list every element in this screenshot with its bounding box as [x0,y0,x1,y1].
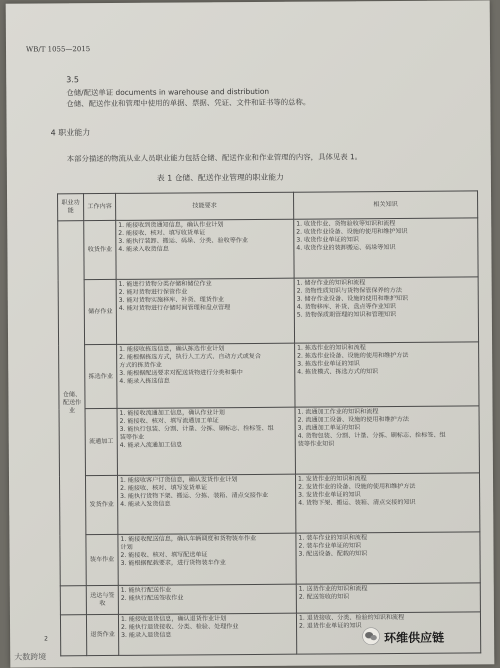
skills-cell [118,613,296,655]
term-definition-title: 仓储/配送单证 documents in warehouse and distribution [66,86,270,98]
skills-line: 4. 能录入拣选信息 [119,377,170,385]
knowledge-line: 3. 发货作业单证的知识 [298,491,361,499]
standard-number: WB/T 1055—2015 [25,45,91,54]
skills-line: 1. 能接收到货通知信息，确认作业计划 [118,221,224,229]
knowledge-cell [296,532,480,584]
skills-line: 1. 能接收流通加工信息，确认作业计划 [119,409,225,417]
knowledge-line: 2. 拣选作业设备、设施的使用和维护方法 [297,351,409,360]
knowledge-line: 4. 收货作业的装卸搬运、码垛等知识 [296,243,396,252]
work-content-cell: 收货作业 [84,220,116,279]
header-function: 职业功能 [58,194,84,221]
wechat-logo-icon [362,627,380,645]
skills-cell [117,407,295,475]
work-content-cell: 拣选作业 [85,344,117,408]
skills-line: 2. 能对货物进行保管作业 [118,288,188,296]
work-content-cell: 发货作业 [85,475,117,534]
skills-cell [117,343,295,408]
work-content-cell: 流通加工 [85,408,117,475]
skills-cell [116,278,294,344]
header-knowledge: 相关知识 [294,191,478,219]
knowledge-line: 1. 发货作业的知识和流程 [297,475,367,483]
knowledge-line: 1. 退货接收、分类、检验的知识和流程 [298,613,405,622]
skills-line: 1. 能接收配送信息，确认车辆调度和货物装车作业 [120,534,257,543]
knowledge-line: 装等作业知识 [297,440,335,448]
skills-cell [117,474,295,534]
skills-line: 4. 能录入流通加工信息 [119,441,183,449]
skills-line: 3. 能根据配载要求，进行货物装车作业 [120,558,226,567]
knowledge-cell [295,473,479,533]
skills-line: 3. 能录入退货信息 [121,631,172,639]
skills-line: 2. 能接收、核对、填写流通加工单证 [119,417,219,425]
skills-line: 1. 能接收退货信息，确认退货作业计划 [120,615,227,623]
work-content-cell: 送达与签收 [86,585,118,614]
skills-line: 2. 能根据拣选方式，执行人工方式、自动方式或复合 [119,352,262,361]
knowledge-line: 4. 拣货模式、拣选方式的知识 [297,367,379,376]
skills-cell [118,533,296,585]
skills-line: 3. 能执行装卸、搬运、码垛、分类、验收等作业 [118,236,249,245]
skills-line: 2. 能接收、核对、填写收货单证 [118,229,206,237]
knowledge-line: 1. 储存作业的知识和流程 [296,279,366,287]
skills-line: 4. 能录入发货信息 [120,500,171,508]
skills-cell [118,584,296,614]
skills-line: 2. 能执行退货接收、分类、检验、处理作业 [121,623,239,631]
section-number-3-5: 3.5 [66,75,79,85]
knowledge-line: 1. 送货作业的知识和流程 [298,585,368,593]
knowledge-line: 5. 货物保质期管理的知识和管理知识 [296,310,397,319]
knowledge-line: 2. 装车作业单证的知识 [298,542,362,550]
knowledge-line: 2. 配送签收的知识 [298,593,350,601]
skills-line: 4. 能录入收货信息 [118,245,169,253]
competency-table [57,190,481,656]
knowledge-line: 2. 货物性质知识与货物保管保养的方法 [296,286,402,295]
table-row [60,583,480,615]
knowledge-line: 3. 收货作业单证的知识 [296,236,359,244]
skills-line: 1. 能接收拣选信息，确认拣选作业计划 [119,345,225,353]
function-cell: 仓储、配送作业 [58,221,87,586]
knowledge-line: 2. 流通加工设备、设施的使用和维护方法 [297,415,409,424]
table-row [58,277,478,345]
knowledge-line: 4. 货物包装、分割、计量、分拣、刷标志、拴标签、组 [297,431,446,440]
function-cell-empty [60,586,86,615]
knowledge-cell [294,218,478,278]
work-content-cell: 储存作业 [84,279,116,344]
section-intro-text: 本部分描述的物流从业人员职业能力包括仓储、配送作业和作业管理的内容，具体见表 1。 [66,152,363,164]
knowledge-line: 4. 货物移库、补货、盘点等作业知识 [296,302,397,311]
knowledge-line: 2. 收货作业设备、设施的使用和维护知识 [296,227,408,236]
knowledge-line: 2. 退货作业单证的知识 [299,622,362,630]
knowledge-line: 2. 发货作业的设备、设施的使用和维护方法 [298,482,416,491]
knowledge-cell [295,406,479,474]
knowledge-cell [295,342,479,407]
table-row [59,342,479,409]
document-page [6,0,495,667]
knowledge-cell [294,277,478,343]
skills-line: 3. 能执行包装、分割、计量、分拣、刷标志、拴标签、组 [119,424,274,433]
skills-line: 计划 [120,543,133,551]
knowledge-line: 1. 装车作业的知识和流程 [298,534,368,542]
knowledge-line: 4. 货物下架、搬运、装箱、清点交接的知识 [298,498,416,507]
skills-cell [116,219,294,279]
table-row [60,532,480,586]
table-row [59,406,479,476]
skills-line: 2. 能接收、核对、填写配送单证 [120,551,208,559]
skills-line: 4. 能对货物进行存储时间管理和盘点管理 [118,303,231,312]
skills-line: 1. 能执行配送作业 [120,586,172,594]
header-skills: 技能要求 [116,192,294,220]
knowledge-line: 1. 拣选作业的知识和流程 [297,344,366,352]
knowledge-line: 3. 流通加工单证的知识 [297,424,361,432]
skills-line: 1. 能接收客户订货信息，确认发货作业计划 [119,476,238,484]
skills-line: 方式的拣货作业 [119,361,162,369]
table-caption: 表 1 仓储、配送作业管理的职业能力 [156,172,284,183]
table-header-row [58,191,478,221]
skills-line: 2. 能执行配送签收作业 [120,594,184,602]
skills-line: 1. 能进行货物分类存储和储位作业 [118,280,212,288]
watermark-right: 环维供应链 [384,630,445,646]
function-cell-empty [60,615,86,656]
skills-line: 3. 能根据配送要求对配送货物进行分类和集中 [119,368,243,377]
knowledge-line: 3. 配送设备、配载的知识 [298,550,368,558]
table-row [58,218,478,280]
knowledge-line: 3. 拣选作业单证的知识 [297,360,360,368]
term-definition-text: 仓储、配送作业和管理中使用的单据、票据、凭证、文件和证书等的总称。 [66,97,311,109]
watermark-left: 大数跨境 [14,652,47,662]
work-content-cell: 装车作业 [86,534,118,585]
header-content: 工作内容 [84,193,116,220]
skills-line: 3. 能对货物实施移库、补货、理货作业 [118,296,225,304]
skills-line: 2. 能接收、核对、填写发货单证 [120,484,208,492]
work-content-cell: 退货作业 [86,614,118,655]
knowledge-line: 1. 收货作业、货物验收等知识和流程 [296,219,396,228]
table-row [59,473,479,535]
knowledge-line: 3. 储存作业设备、设施的使用和维护知识 [296,294,409,303]
page-number: 2 [44,635,48,643]
skills-line: 3. 能执行货物下架、搬运、分拣、装箱、清点交接作业 [120,491,269,500]
section-heading-4: 4 职业能力 [50,128,91,138]
knowledge-line: 1. 流通加工作业的知识和流程 [297,408,379,416]
knowledge-cell [296,583,480,613]
skills-line: 装等作业 [119,433,145,441]
